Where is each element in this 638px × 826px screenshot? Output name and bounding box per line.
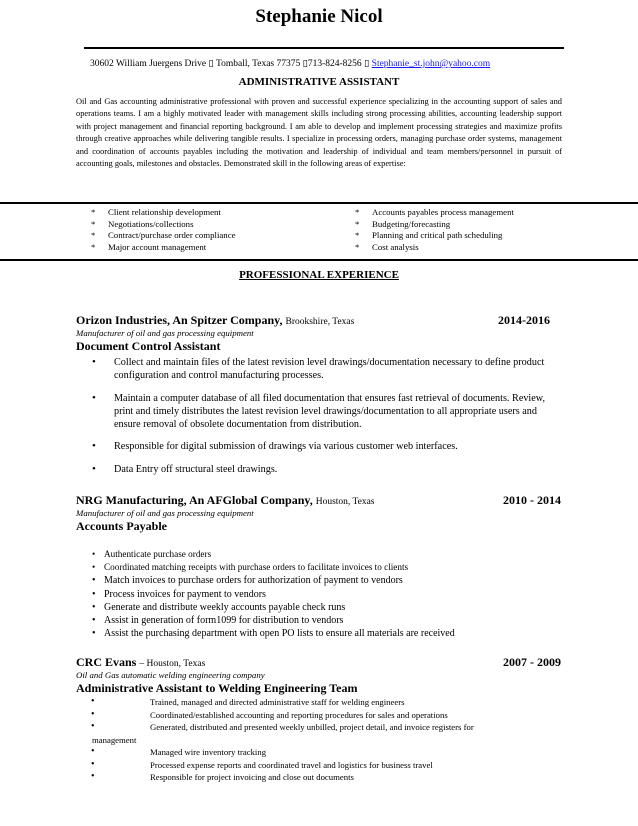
list-item: • Generate and distribute weekly accounts payable check runs xyxy=(76,601,562,614)
skill-item: * Cost analysis xyxy=(355,242,514,254)
summary-paragraph: Oil and Gas accounting administrative professional with proven and successful experience specializing in the accounting support of sales and operations teams. I am a highly motivated leader with management skills including strong processing abilities, accounting leadership support with project management and financial reporting background. I am able to develop and implement processing strategies and maximize profits through creative approaches while delivering tangible results. I specialize in processing orders, managing purchase order systems, management and coordination of accounts payables including the motivation and leadership of individual and team members/personnel in pursuit of accounting goals, milestones and obstacles. Demonstrated skill in the following areas of expertise: xyxy=(76,97,562,169)
list-item: • Managed wire inventory tracking xyxy=(76,746,562,759)
list-item: • Processed expense reports and coordinated travel and logistics for business travel xyxy=(76,759,562,772)
list-item: • Assist in generation of form1099 for distribution to vendors xyxy=(76,614,562,627)
company-description: Manufacturer of oil and gas processing equipment xyxy=(76,508,254,518)
job-dates: 2007 - 2009 xyxy=(503,655,561,669)
job-heading xyxy=(76,493,562,508)
contact-city: Tomball, Texas 77375 xyxy=(215,59,301,69)
header-rule xyxy=(84,47,564,49)
company-location: – Houston, Texas xyxy=(139,659,206,669)
company-name: CRC Evans xyxy=(76,655,137,669)
list-item: • Responsible for project invoicing and close out documents xyxy=(76,771,562,784)
job-bullets xyxy=(76,696,562,784)
job-role: Document Control Assistant xyxy=(76,339,221,353)
company-description: Oil and Gas automatic welding engineering company xyxy=(76,670,265,680)
contact-phone: 713-824-8256 xyxy=(307,59,362,69)
skill-item: * Accounts payables process management xyxy=(355,207,514,219)
list-item: • Assist the purchasing department with open PO lists to ensure all materials are received xyxy=(76,627,562,640)
contact-address: 30602 William Juergens Drive xyxy=(90,59,207,69)
skill-item: * Contract/purchase order compliance xyxy=(91,230,236,242)
list-item: • Maintain a computer database of all filed documentation that ensures fast retrieval of documents. Review, print and timely distributes the latest revision level drawings/documentation to all appropriate users and ensure removal of obsolete documentation from distribution. xyxy=(76,392,562,432)
job-bullets xyxy=(76,356,562,476)
job-role: Administrative Assistant to Welding Engineering Team xyxy=(76,681,358,695)
list-item: • Match invoices to purchase orders for authorization of payment to vendors xyxy=(76,574,562,587)
resume-name: Stephanie Nicol xyxy=(255,6,383,27)
company-location: Houston, Texas xyxy=(315,497,375,507)
skills-top-rule xyxy=(0,202,638,204)
job-heading xyxy=(76,655,562,670)
job-dates: 2010 - 2014 xyxy=(503,493,561,507)
job-title: ADMINISTRATIVE ASSISTANT xyxy=(238,76,400,88)
company-location: Brookshire, Texas xyxy=(285,317,355,327)
company-description: Manufacturer of oil and gas processing equipment xyxy=(76,328,254,338)
skill-item: * Budgeting/forecasting xyxy=(355,219,514,231)
separator-icon: ▯ xyxy=(364,59,370,69)
job-entry-orizon xyxy=(76,313,562,485)
list-item: • Collect and maintain files of the latest revision level drawings/documentation necessary to define product configuration and control manufacturing processes. xyxy=(76,356,562,383)
skills-left-list xyxy=(91,207,236,253)
job-dates: 2014-2016 xyxy=(498,313,550,327)
skills-right-list xyxy=(355,207,514,253)
list-item: • Coordinated matching receipts with purchase orders to facilitate invoices to clients xyxy=(76,561,562,574)
skill-item: * Negotiations/collections xyxy=(91,219,236,231)
separator-icon: ▯ xyxy=(302,59,308,69)
company-name: NRG Manufacturing, An AFGlobal Company, xyxy=(76,493,313,507)
contact-email-link[interactable]: Stephanie_st.john@yahoo.com xyxy=(371,59,491,69)
job-entry-nrg xyxy=(76,493,562,640)
skills-bottom-rule xyxy=(0,259,638,261)
list-item: • Authenticate purchase orders xyxy=(76,548,562,561)
skill-item: * Major account management xyxy=(91,242,236,254)
job-bullets xyxy=(76,548,562,640)
job-role: Accounts Payable xyxy=(76,519,167,533)
separator-icon: ▯ xyxy=(208,59,214,69)
job-heading xyxy=(76,313,562,328)
skill-item: * Client relationship development xyxy=(91,207,236,219)
list-item: • Process invoices for payment to vendors xyxy=(76,588,562,601)
list-item: • Data Entry off structural steel drawings. xyxy=(76,463,562,476)
list-item: • Coordinated/established accounting and reporting procedures for sales and operations xyxy=(76,709,562,722)
list-item: • Responsible for digital submission of drawings via various customer web interfaces. xyxy=(76,440,562,453)
list-item xyxy=(76,721,562,746)
job-entry-crc xyxy=(76,655,562,784)
list-item-continuation: management xyxy=(92,734,137,745)
skill-item: * Planning and critical path scheduling xyxy=(355,230,514,242)
contact-line xyxy=(90,58,490,69)
list-item: • Trained, managed and directed administrative staff for welding engineers xyxy=(76,696,562,709)
company-name: Orizon Industries, An Spitzer Company, xyxy=(76,313,283,327)
experience-section-title: PROFESSIONAL EXPERIENCE xyxy=(239,269,399,281)
list-item-text: Generated, distributed and presented weekly unbilled, project detail, and invoice registers for xyxy=(150,722,474,732)
